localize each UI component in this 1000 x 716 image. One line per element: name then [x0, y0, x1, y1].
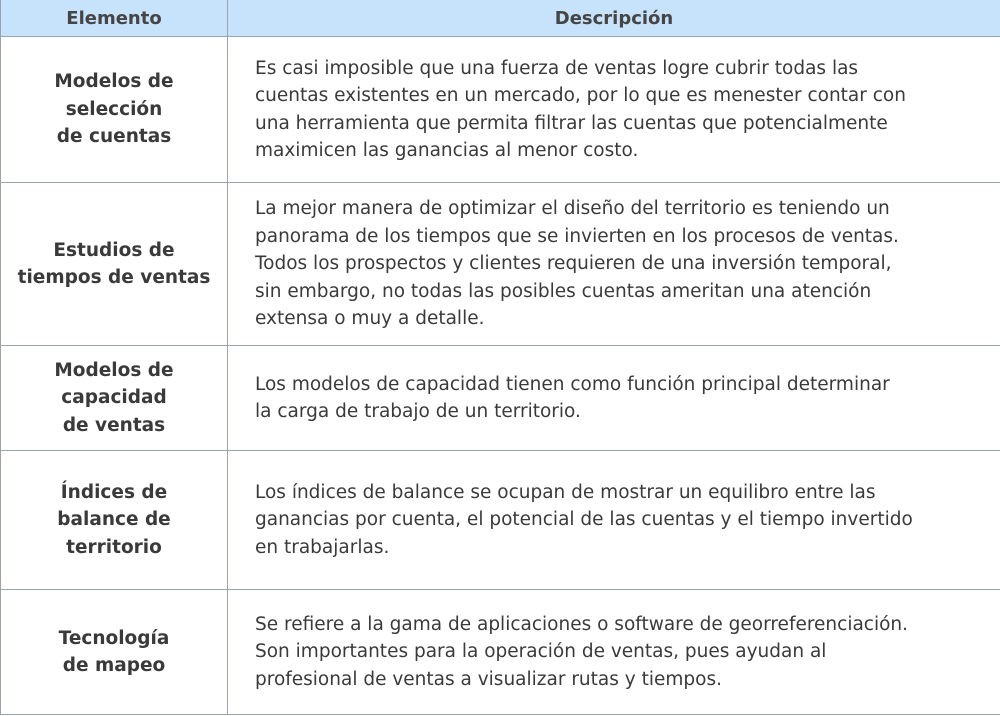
description-line: Son importantes para la operación de ventas, pues ayudan al — [255, 641, 827, 663]
header-row — [1, 0, 1000, 37]
description-cell — [228, 590, 1000, 715]
table-row — [1, 451, 1000, 590]
header-description: Descripción — [228, 0, 1000, 37]
table-row — [1, 590, 1000, 715]
description-cell — [228, 183, 1000, 346]
description-line: sin embargo, no todas las posibles cuentas ameritan una atención — [255, 280, 872, 302]
table-row — [1, 183, 1000, 346]
description-cell — [228, 451, 1000, 590]
element-line: selección — [65, 98, 163, 120]
description-line: Se refiere a la gama de aplicaciones o software de georreferenciación. — [255, 613, 909, 635]
element-cell — [1, 590, 228, 715]
table-row — [1, 37, 1000, 183]
element-line: capacidad — [61, 387, 167, 409]
description-line: profesional de ventas a visualizar rutas y tiempos. — [255, 668, 722, 690]
element-line: Tecnología — [58, 627, 170, 649]
description-line: cuentas existentes en un mercado, por lo que es menester contar con — [255, 85, 906, 106]
element-line: tiempos de ventas — [17, 267, 211, 288]
description-line: Los índices de balance se ocupan de mostrar un equilibro entre las — [255, 481, 876, 503]
element-line: Modelos de — [54, 359, 174, 381]
element-cell — [1, 183, 228, 346]
element-line: territorio — [66, 536, 162, 558]
description-cell — [228, 37, 1000, 183]
description-line: una herramienta que permita filtrar las cuentas que potencialmente — [255, 112, 888, 134]
description-line: Es casi imposible que una fuerza de ventas logre cubrir todas las — [255, 57, 859, 79]
element-cell — [1, 451, 228, 590]
element-line: Índices de — [60, 481, 168, 503]
header-element: Elemento — [1, 0, 228, 37]
element-line: de mapeo — [62, 655, 166, 676]
description-cell — [228, 346, 1000, 451]
table-row — [1, 346, 1000, 451]
element-line: Estudios de — [53, 239, 175, 261]
element-line: balance de — [57, 509, 171, 531]
description-line: extensa o muy a detalle. — [255, 308, 485, 330]
description-line: la carga de trabajo de un territorio. — [255, 401, 581, 422]
description-line: en trabajarlas. — [255, 536, 390, 558]
table-body — [1, 37, 1000, 715]
element-line: Modelos de — [54, 71, 174, 93]
description-line: ganancias por cuenta, el potencial de las cuentas y el tiempo invertido — [255, 509, 913, 531]
description-line: La mejor manera de optimizar el diseño del territorio es teniendo un — [255, 198, 890, 220]
element-cell — [1, 346, 228, 451]
element-line: de ventas — [62, 414, 166, 436]
description-line: maximicen las ganancias al menor costo. — [255, 140, 639, 161]
description-line: panorama de los tiempos que se invierten en los procesos de ventas. — [255, 225, 899, 247]
element-cell — [1, 37, 228, 183]
table-header — [1, 0, 1000, 37]
element-line: de cuentas — [56, 126, 172, 148]
description-line: Los modelos de capacidad tienen como función principal determinar — [255, 373, 890, 395]
description-line: Todos los prospectos y clientes requieren de una inversión temporal, — [255, 253, 892, 275]
